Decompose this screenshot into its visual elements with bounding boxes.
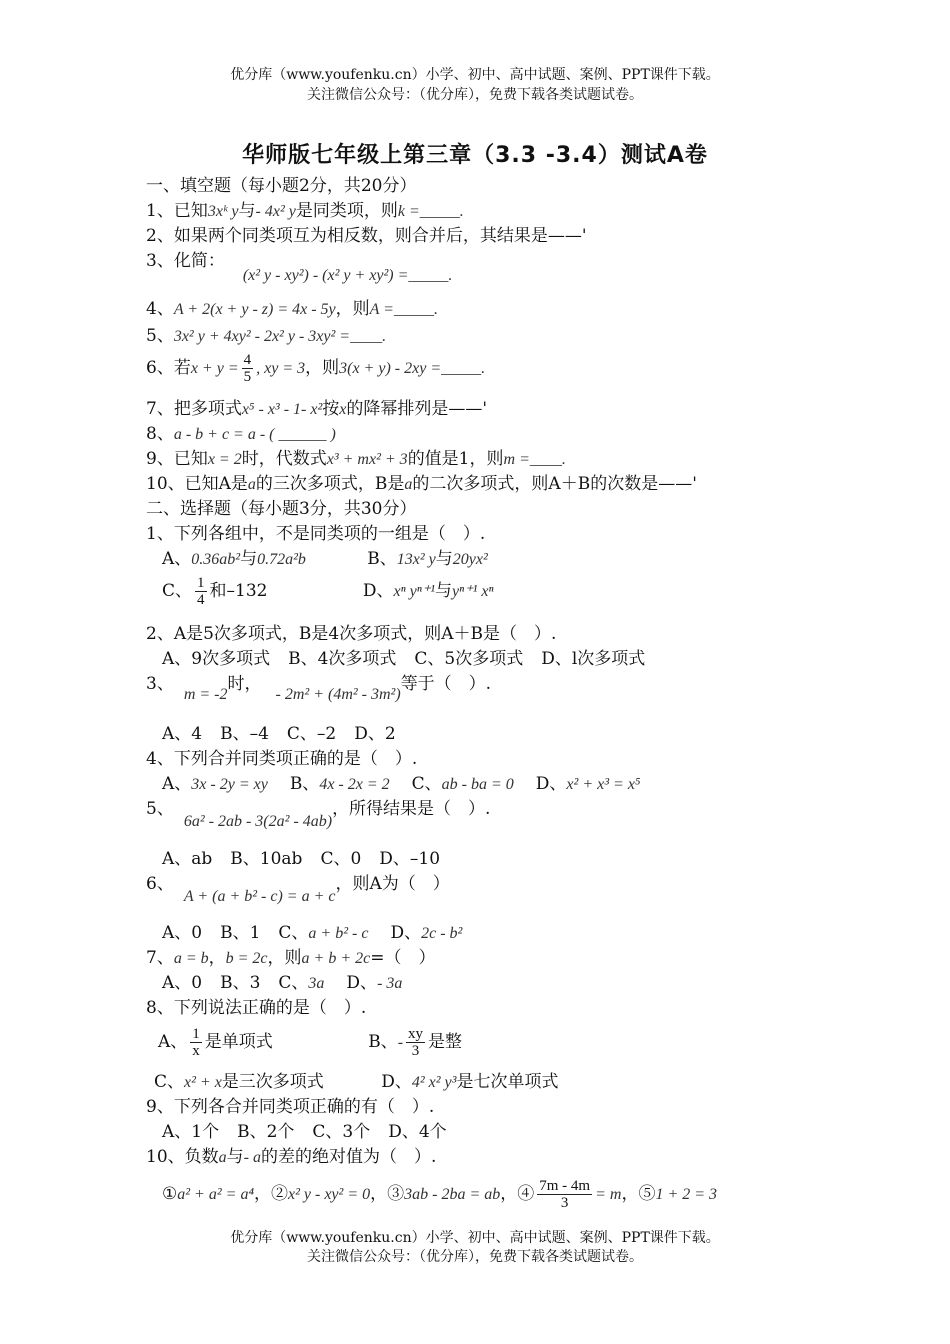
fill-q8: 8、a - b + c = a - ( ______ ) (146, 424, 336, 444)
choice-q1-stem: 1、下列各组中，不是同类项的一组是（ ）. (146, 524, 486, 544)
fraction: $\frac{4}{5}$ (243, 352, 252, 385)
choice-q2-stem: 2、A是5次多项式，B是4次多项式，则A＋B是（ ）. (146, 624, 557, 644)
choice-q9-stem: 9、下列各合并同类项正确的有（ ）. (146, 1097, 435, 1117)
fill-q2: 2、如果两个同类项互为相反数，则合并后，其结果是——' (146, 226, 587, 246)
choice-q8-options-cd: C、x² + x是三次多项式 D、4² x² y³是七次单项式 (154, 1072, 559, 1092)
page-title: 华师版七年级上第三章（3.3 -3.4）测试A卷 (242, 143, 708, 168)
choice-q7-stem: 7、a = b，b = 2c，则a + b + 2c=（ ） (146, 948, 436, 968)
fill-q1: 1、已知3xᵏ y与- 4x² y是同类项，则k =_____. (146, 201, 464, 221)
fill-q10: 10、已知A是a的三次多项式，B是a的二次多项式，则A＋B的次数是——' (146, 474, 697, 494)
choice-q3-stem: 3、m = -2时，- 2m² + (4m² - 3m²)等于（ ）. (146, 674, 492, 703)
choice-q10-stem: 10、负数a与- a的差的绝对值为（ ）. (146, 1147, 437, 1167)
choice-q8-options-ab: A、 $\frac{1}{x}$ 是单项式 B、- $\frac{xy}{3}$ 是整 (158, 1026, 463, 1059)
fill-q4: 4、A + 2(x + y - z) = 4x - 5y，则A =_____. (146, 299, 438, 319)
choice-q1-options-ab: A、0.36ab²与0.72a²b B、13x² y与20yx² (162, 549, 488, 569)
choice-q5-options: A、ab B、10ab C、0 D、–10 (162, 849, 441, 869)
choice-q4-stem: 4、下列合并同类项正确的是（ ）. (146, 749, 418, 769)
header-line-1: 优分库（www.youfenku.cn）小学、初中、高中试题、案例、PPT课件下载。 (230, 67, 720, 83)
footer-line-1: 优分库（www.youfenku.cn）小学、初中、高中试题、案例、PPT课件下载。 (230, 1230, 720, 1246)
choice-q6-options: A、0 B、1 C、a + b² - c D、2c - b² (162, 923, 463, 943)
footer-line-2: 关注微信公众号：（优分库），免费下载各类试题试卷。 (307, 1249, 643, 1265)
fill-q3: 3、化简：(x² y - xy²) - (x² y + xy²) =_____. (146, 251, 453, 284)
section-1-heading: 一、填空题（每小题2分，共20分） (146, 176, 417, 196)
choice-q3-options: A、4 B、–4 C、–2 D、2 (162, 724, 396, 744)
choice-q9-options: A、1个 B、2个 C、3个 D、4个 (162, 1122, 447, 1142)
choice-q5-stem: 5、6a² - 2ab - 3(2a² - 4ab)，所得结果是（ ）. (146, 799, 491, 830)
choice-q1-options-cd: C、 $\frac{1}{4}$ 和–132 D、xⁿ yⁿ⁺¹与yⁿ⁺¹ xⁿ (162, 575, 494, 608)
header-line-2: 关注微信公众号：（优分库），免费下载各类试题试卷。 (307, 87, 643, 103)
choice-q8-stem: 8、下列说法正确的是（ ）. (146, 998, 367, 1018)
choice-q2-options: A、9次多项式 B、4次多项式 C、5次多项式 D、l次多项式 (162, 649, 646, 669)
fill-q5: 5、3x² y + 4xy² - 2x² y - 3xy² =____. (146, 326, 387, 346)
fill-q6: 6、若x + y = $\frac{4}{5}$ , xy = 3，则3(x + y) - 2xy =_____. (146, 352, 486, 385)
fill-q7: 7、把多项式x⁵ - x³ - 1- x²按x的降幂排列是——' (146, 399, 488, 419)
choice-q7-options: A、0 B、3 C、3a D、- 3a (162, 973, 403, 993)
section-2-heading: 二、选择题（每小题3分，共30分） (146, 499, 417, 519)
choice-q10-items: ①a² + a² = a⁴，②x² y - xy² = 0，③3ab - 2ba = ab，④ $\frac{7m - 4m}{3}$ = m，⑤1 + 2 = 3 (162, 1178, 718, 1211)
choice-q4-options: A、3x - 2y = xy B、4x - 2x = 2 C、ab - ba = 0 D、x² + x³ = x⁵ (162, 774, 641, 794)
fill-q9: 9、已知x = 2时，代数式x³ + mx² + 3的值是1，则m =____. (146, 449, 566, 469)
choice-q6-stem: 6、A + (a + b² - c) = a + c，则A为（ ） (146, 874, 450, 905)
